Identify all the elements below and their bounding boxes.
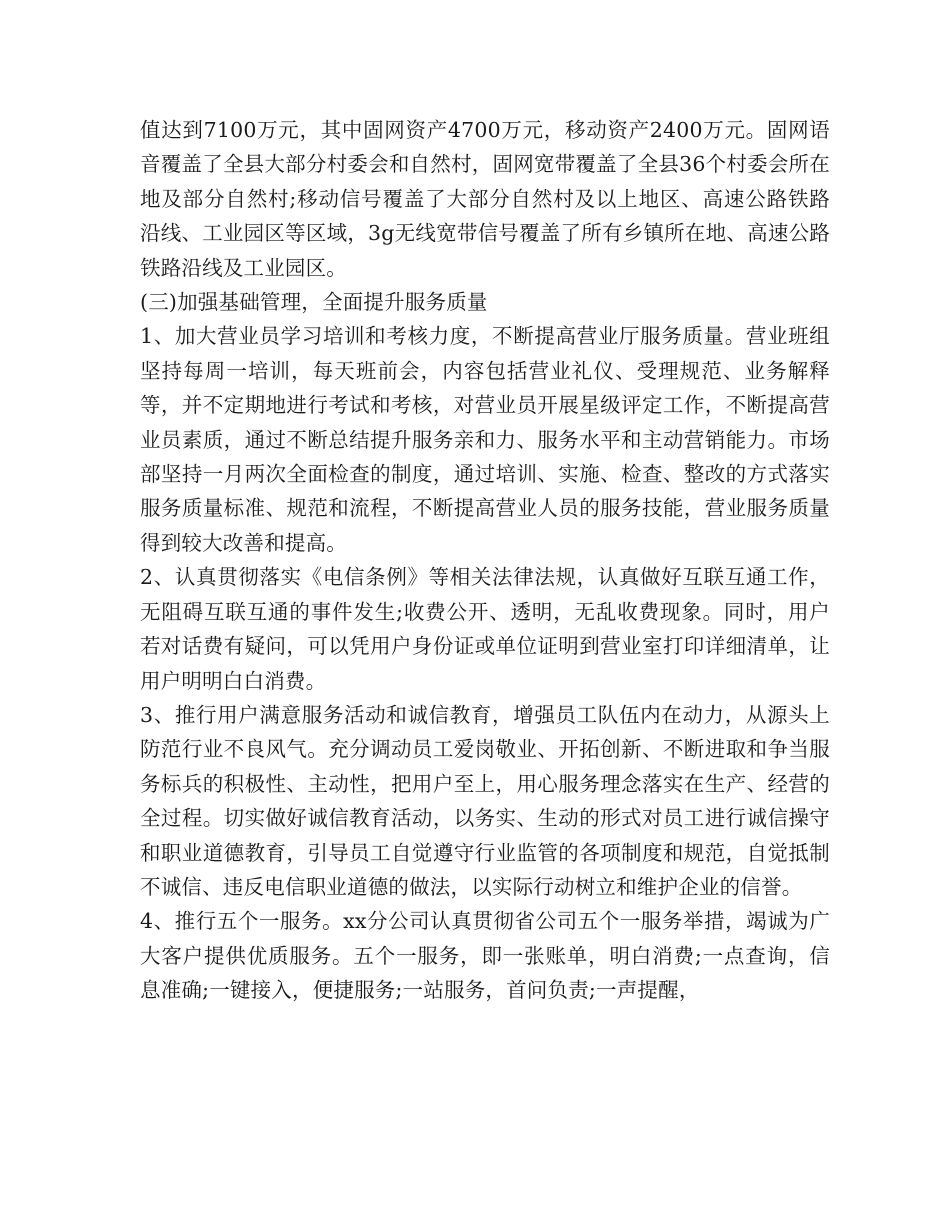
section-heading-service-quality: (三)加强基础管理，全面提升服务质量 (140, 290, 488, 315)
document-body (140, 113, 830, 1008)
paragraph-item-2-regulations: 2、认真贯彻落实《电信条例》等相关法律法规，认真做好互联互通工作，无阻碍互联互通的事件发生;收费公开、透明，无乱收费现象。同时，用户若对话费有疑问，可以凭用户身份证或单位证明到营业室打印详细清单，让用户明明白白消费。 (140, 565, 830, 693)
paragraph-network-coverage: 值达到7100万元，其中固网资产4700万元，移动资产2400万元。固网语音覆盖了全县大部分村委会和自然村，固网宽带覆盖了全县36个村委会所在地及部分自然村;移动信号覆盖了大部分自然村及以上地区、高速公路铁路沿线、工业园区等区域，3g无线宽带信号覆盖了所有乡镇所在地、高速公路铁路沿线及工业园区。 (140, 118, 830, 280)
paragraph-item-1-training: 1、加大营业员学习培训和考核力度，不断提高营业厅服务质量。营业班组坚持每周一培训，每天班前会，内容包括营业礼仪、受理规范、业务解释等，并不定期地进行考试和考核，对营业员开展星级评定工作，不断提高营业员素质，通过不断总结提升服务亲和力、服务水平和主动营销能力。市场部坚持一月两次全面检查的制度，通过培训、实施、检查、整改的方式落实服务质量标准、规范和流程，不断提高营业人员的服务技能，营业服务质量得到较大改善和提高。 (140, 324, 830, 555)
paragraph-item-3-integrity: 3、推行用户满意服务活动和诚信教育，增强员工队伍内在动力，从源头上防范行业不良风气。充分调动员工爱岗敬业、开拓创新、不断进取和争当服务标兵的积极性、主动性，把用户至上，用心服务理念落实在生产、经营的全过程。切实做好诚信教育活动，以务实、生动的形式对员工进行诚信操守和职业道德教育，引导员工自觉遵守行业监管的各项制度和规范，自觉抵制不诚信、违反电信职业道德的做法，以实际行动树立和维护企业的信誉。 (140, 702, 830, 899)
paragraph-item-4-five-ones: 4、推行五个一服务。xx分公司认真贯彻省公司五个一服务举措，竭诚为广大客户提供优质服务。五个一服务，即一张账单，明白消费;一点查询，信息准确;一键接入，便捷服务;一站服务，首问负责;一声提醒， (140, 909, 830, 1003)
